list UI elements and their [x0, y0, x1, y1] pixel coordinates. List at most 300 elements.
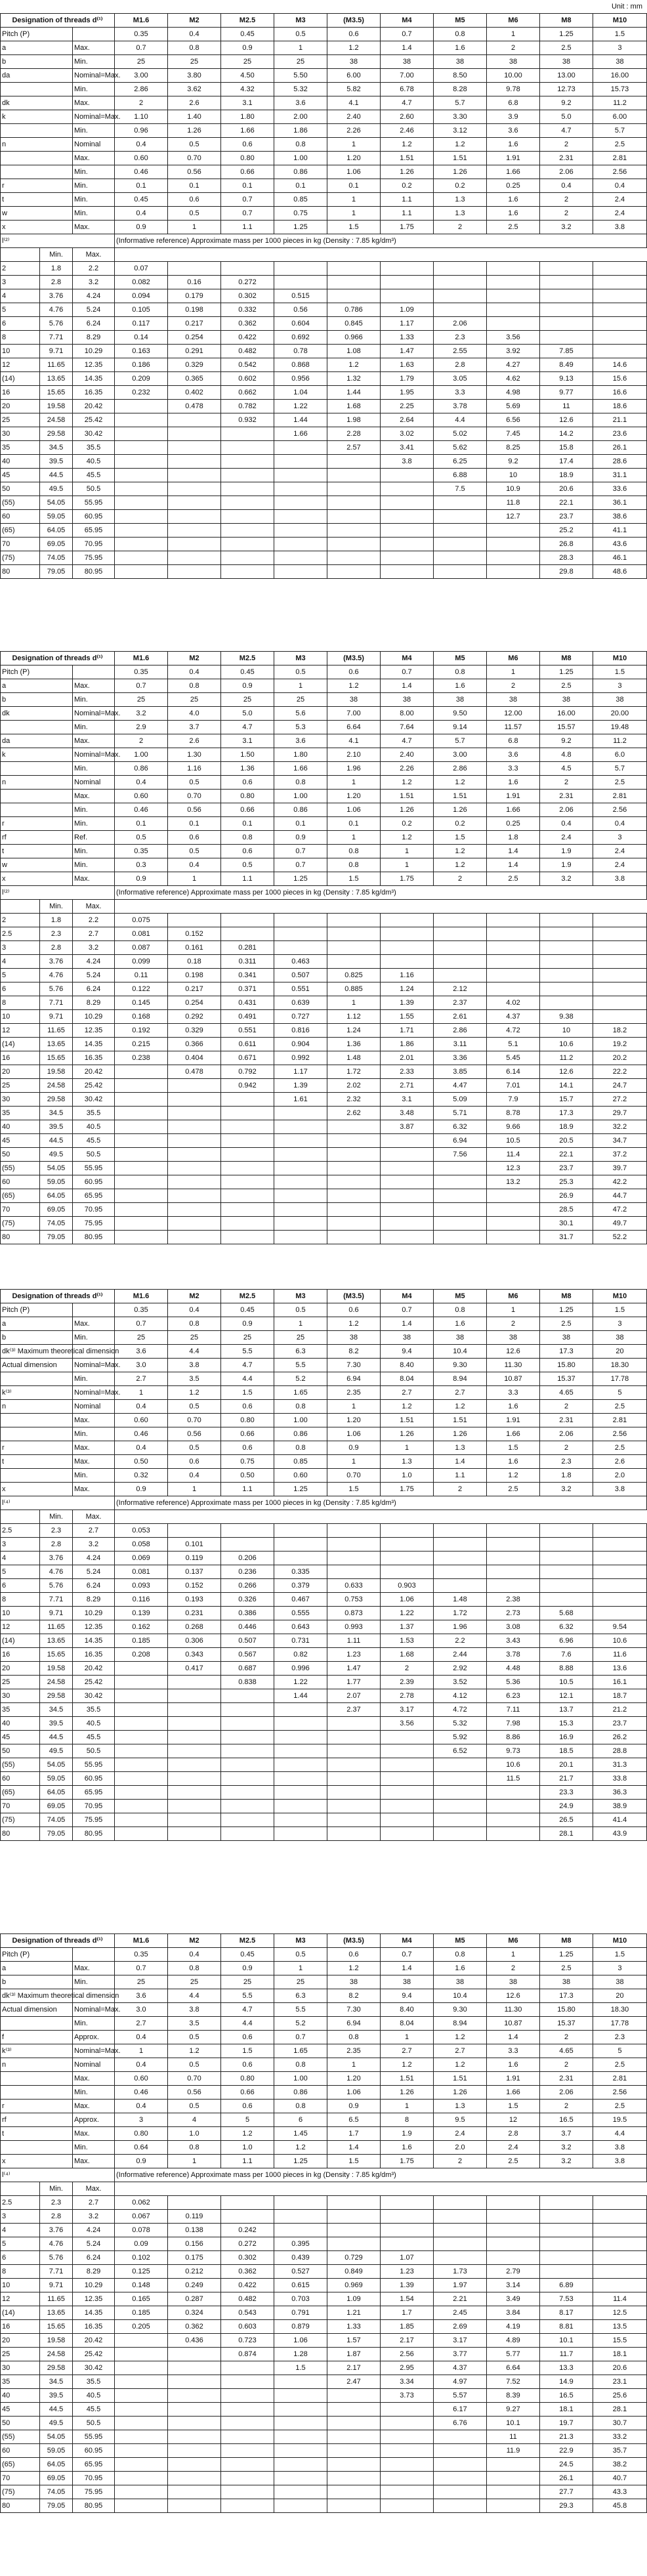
mass-value: 0.105 — [115, 303, 168, 317]
length-min: 11.65 — [40, 1024, 73, 1038]
mass-value — [274, 1175, 327, 1189]
mass-value: 7.45 — [487, 427, 540, 441]
mass-value — [274, 2444, 327, 2458]
mass-value — [487, 1800, 540, 1813]
length-label: l⁽⁴⁾ — [1, 2168, 115, 2182]
dimension-value: 4.5 — [540, 762, 593, 776]
length-max: 80.95 — [73, 2499, 115, 2513]
dimension-value: 3.6 — [115, 1345, 168, 1359]
dimension-value: 2.31 — [540, 790, 593, 803]
nominal-length: 3 — [1, 941, 40, 955]
dimension-value: 38 — [593, 1331, 647, 1345]
dimension-qualifier: Max. — [73, 1455, 115, 1469]
dimension-value: 0.5 — [168, 2058, 221, 2072]
dimension-value: 1.6 — [434, 1317, 487, 1331]
length-row — [1, 1676, 647, 1689]
dimension-value: 2.4 — [434, 2127, 487, 2141]
mass-value: 28.1 — [540, 1827, 593, 1841]
dimension-value: 0.56 — [168, 165, 221, 179]
mass-value: 0.993 — [327, 1620, 381, 1634]
spec-table — [0, 13, 647, 579]
dimension-value: 8.40 — [381, 2003, 434, 2017]
mass-value: 0.507 — [274, 969, 327, 982]
length-max: 45.5 — [73, 1134, 115, 1148]
dimension-value: 6.94 — [327, 1372, 381, 1386]
length-min: 64.05 — [40, 2458, 73, 2472]
thread-size-header: (M3.5) — [327, 652, 381, 665]
dimension-value: 1.2 — [434, 1400, 487, 1414]
nominal-length: 20 — [1, 2334, 40, 2348]
mass-value — [593, 262, 647, 276]
mass-value: 0.692 — [274, 331, 327, 345]
dimension-value: 1.2 — [168, 1386, 221, 1400]
mass-value: 0.436 — [168, 2334, 221, 2348]
length-row — [1, 1175, 647, 1189]
dimension-value: 0.4 — [115, 1441, 168, 1455]
mass-value — [327, 551, 381, 565]
mass-value: 52.2 — [593, 1231, 647, 1244]
dimension-value: 0.5 — [274, 1303, 327, 1317]
dimension-value: 3.7 — [540, 2127, 593, 2141]
mass-value — [593, 1538, 647, 1552]
mass-value — [381, 496, 434, 510]
dimension-value: 0.86 — [274, 1427, 327, 1441]
mass-value — [434, 1189, 487, 1203]
dimension-symbol — [1, 1427, 73, 1441]
length-max: 10.29 — [73, 345, 115, 358]
dimension-row — [1, 858, 647, 872]
dimension-row — [1, 762, 647, 776]
nominal-length: 45 — [1, 2403, 40, 2417]
mass-value: 28.3 — [540, 551, 593, 565]
mass-value: 26.1 — [540, 2472, 593, 2485]
mass-value: 0.362 — [221, 2265, 274, 2279]
dimension-value: 2.06 — [540, 165, 593, 179]
dimension-value: 0.35 — [115, 28, 168, 41]
mass-value: 6.88 — [434, 469, 487, 482]
mass-value: 1.32 — [327, 372, 381, 386]
length-min: 9.71 — [40, 1607, 73, 1620]
dimension-value: 3.5 — [168, 2017, 221, 2031]
mass-value: 0.082 — [115, 276, 168, 289]
mass-value: 3.92 — [487, 345, 540, 358]
nominal-length: 4 — [1, 2224, 40, 2237]
mass-value: 3.3 — [434, 386, 487, 400]
dimension-value: 8.40 — [381, 1359, 434, 1372]
mass-value — [434, 496, 487, 510]
mass-spacer — [381, 248, 434, 262]
dimension-value: 2 — [540, 2031, 593, 2044]
mass-value: 7.9 — [487, 1093, 540, 1107]
mass-value: 1.22 — [274, 400, 327, 413]
mass-value: 0.602 — [221, 372, 274, 386]
dimension-value: 1 — [327, 2058, 381, 2072]
dimension-value: 38 — [381, 1331, 434, 1345]
dimension-value: 0.80 — [221, 2072, 274, 2086]
length-row — [1, 1148, 647, 1162]
mass-value: 0.205 — [115, 2320, 168, 2334]
mass-value: 1.57 — [327, 2334, 381, 2348]
dimension-value: 15.57 — [540, 721, 593, 734]
mass-value — [115, 1231, 168, 1244]
dimension-value: 8.00 — [381, 707, 434, 721]
dimension-symbol: rf — [1, 831, 73, 845]
mass-value: 18.5 — [540, 1744, 593, 1758]
mass-value: 0.236 — [221, 1565, 274, 1579]
dimension-symbol: a — [1, 679, 73, 693]
mass-value — [168, 496, 221, 510]
mass-value: 2.8 — [434, 358, 487, 372]
length-row — [1, 1231, 647, 1244]
mass-value: 3.52 — [434, 1676, 487, 1689]
dimension-value: 2.5 — [593, 2100, 647, 2113]
mass-value — [274, 565, 327, 579]
dimension-value: 15.80 — [540, 2003, 593, 2017]
mass-value — [221, 1203, 274, 1217]
dimension-value: 3.7 — [168, 721, 221, 734]
length-row — [1, 317, 647, 331]
thread-size-header: M4 — [381, 1934, 434, 1948]
mass-value: 7.11 — [487, 1703, 540, 1717]
mass-value: 0.422 — [221, 331, 274, 345]
dimension-value: 1.10 — [115, 110, 168, 124]
mass-value: 0.467 — [274, 1593, 327, 1607]
length-nominal-header — [1, 2182, 40, 2196]
dimension-symbol: t — [1, 1455, 73, 1469]
dimension-value: 4.32 — [221, 83, 274, 96]
thread-size-header: M3 — [274, 14, 327, 28]
thread-size-header: M8 — [540, 1934, 593, 1948]
length-row — [1, 1634, 647, 1648]
mass-value: 2.37 — [434, 996, 487, 1010]
mass-value — [115, 1162, 168, 1175]
mass-value: 2.39 — [381, 1676, 434, 1689]
mass-value: 38.6 — [593, 510, 647, 524]
mass-value: 26.9 — [540, 1189, 593, 1203]
mass-value — [221, 2375, 274, 2389]
dimension-value: 1.75 — [381, 1483, 434, 1496]
mass-value — [593, 2196, 647, 2210]
mass-value: 4.47 — [434, 1079, 487, 1093]
nominal-length: 70 — [1, 2472, 40, 2485]
mass-value — [274, 1552, 327, 1565]
length-min: 3.76 — [40, 2224, 73, 2237]
mass-value: 18.1 — [540, 2403, 593, 2417]
mass-value — [434, 941, 487, 955]
dimension-qualifier: Min. — [73, 124, 115, 138]
length-max: 14.35 — [73, 1038, 115, 1051]
nominal-length: 8 — [1, 2265, 40, 2279]
mass-value — [381, 1189, 434, 1203]
nominal-length: (14) — [1, 2306, 40, 2320]
nominal-length: 12 — [1, 2292, 40, 2306]
dimension-symbol: t — [1, 845, 73, 858]
dimension-value: 0.86 — [274, 803, 327, 817]
mass-value: 18.1 — [593, 2348, 647, 2361]
dimension-value: 2.40 — [327, 110, 381, 124]
mass-value — [274, 1148, 327, 1162]
mass-value: 19.2 — [593, 1038, 647, 1051]
dimension-value: 25 — [274, 1975, 327, 1989]
dimension-value: 1.20 — [327, 2072, 381, 2086]
dimension-row — [1, 2113, 647, 2127]
mass-value — [487, 289, 540, 303]
mass-value — [434, 510, 487, 524]
mass-value: 32.2 — [593, 1120, 647, 1134]
mass-value: 0.343 — [168, 1648, 221, 1662]
length-row — [1, 358, 647, 372]
mass-value — [540, 1538, 593, 1552]
dimension-symbol: r — [1, 817, 73, 831]
length-max: 16.35 — [73, 1051, 115, 1065]
mass-value: 33.6 — [593, 482, 647, 496]
mass-value: 0.703 — [274, 2292, 327, 2306]
mass-value: 0.193 — [168, 1593, 221, 1607]
dimension-value: 1.06 — [327, 2086, 381, 2100]
mass-value — [381, 2430, 434, 2444]
mass-value — [434, 289, 487, 303]
dimension-value: 38 — [487, 1331, 540, 1345]
mass-value — [434, 2237, 487, 2251]
mass-value — [274, 262, 327, 276]
dimension-value: 1.25 — [274, 2155, 327, 2168]
mass-value: 0.053 — [115, 1524, 168, 1538]
nominal-length: (75) — [1, 2485, 40, 2499]
mass-value: 0.417 — [168, 1662, 221, 1676]
mass-value — [115, 1217, 168, 1231]
nominal-length: 5 — [1, 1565, 40, 1579]
nominal-length: 5 — [1, 969, 40, 982]
mass-value: 0.198 — [168, 303, 221, 317]
length-row — [1, 2499, 647, 2513]
mass-value — [115, 1120, 168, 1134]
mass-value: 1 — [327, 996, 381, 1010]
dimension-row — [1, 2058, 647, 2072]
mass-value — [115, 1134, 168, 1148]
dimension-value: 38 — [327, 693, 381, 707]
dimension-row — [1, 1469, 647, 1483]
nominal-length: 50 — [1, 1148, 40, 1162]
mass-value: 24.9 — [540, 1800, 593, 1813]
mass-value: 1.77 — [327, 1676, 381, 1689]
length-max: 12.35 — [73, 358, 115, 372]
length-min: 7.71 — [40, 1593, 73, 1607]
dimension-row — [1, 152, 647, 165]
length-row — [1, 1107, 647, 1120]
mass-value — [274, 1189, 327, 1203]
dimension-value: 2.10 — [327, 748, 381, 762]
mass-value — [381, 2224, 434, 2237]
mass-value — [115, 510, 168, 524]
dimension-value: 0.7 — [381, 665, 434, 679]
mass-value: 31.1 — [593, 469, 647, 482]
nominal-length: 25 — [1, 413, 40, 427]
length-row — [1, 914, 647, 927]
mass-value — [381, 2196, 434, 2210]
mass-value — [540, 941, 593, 955]
mass-value: 4.89 — [487, 2334, 540, 2348]
mass-value: 0.422 — [221, 2279, 274, 2292]
dimension-symbol — [1, 721, 73, 734]
dimension-value: 0.1 — [327, 179, 381, 193]
mass-value: 0.326 — [221, 1593, 274, 1607]
mass-value — [221, 565, 274, 579]
dimension-qualifier: Max. — [73, 1483, 115, 1496]
mass-value: 0.311 — [221, 955, 274, 969]
dimension-value: 2.06 — [540, 803, 593, 817]
dimension-value: 1 — [168, 2155, 221, 2168]
mass-value: 0.551 — [221, 1024, 274, 1038]
dimension-row — [1, 124, 647, 138]
dimension-value: 1.20 — [327, 790, 381, 803]
mass-value: 0.379 — [274, 1579, 327, 1593]
mass-value — [487, 524, 540, 538]
mass-value: 0.731 — [274, 1634, 327, 1648]
mass-value: 10.5 — [487, 1134, 540, 1148]
dimension-value: 3.6 — [115, 1989, 168, 2003]
mass-value — [327, 496, 381, 510]
mass-value: 16.1 — [593, 1676, 647, 1689]
mass-value — [487, 1217, 540, 1231]
mass-value — [115, 1189, 168, 1203]
mass-value: 0.992 — [274, 1051, 327, 1065]
dimension-value: 3.2 — [540, 221, 593, 234]
dimension-value: 38 — [434, 1975, 487, 1989]
mass-value: 28.6 — [593, 455, 647, 469]
dimension-value: 0.66 — [221, 2086, 274, 2100]
length-row — [1, 482, 647, 496]
nominal-length: (65) — [1, 1786, 40, 1800]
mass-value: 15.8 — [540, 441, 593, 455]
length-row — [1, 289, 647, 303]
dimension-value: 0.8 — [327, 858, 381, 872]
dimension-symbol: t — [1, 2127, 73, 2141]
dimension-value: 0.86 — [274, 2086, 327, 2100]
mass-value: 0.238 — [115, 1051, 168, 1065]
dimension-value: 3.5 — [168, 1372, 221, 1386]
dimension-value: 0.5 — [168, 845, 221, 858]
mass-value — [487, 1786, 540, 1800]
mass-value — [168, 1676, 221, 1689]
dimension-value: 3.6 — [274, 734, 327, 748]
dimension-value: 1 — [274, 1317, 327, 1331]
dimension-row — [1, 2141, 647, 2155]
length-row — [1, 1162, 647, 1175]
mass-value: 0.122 — [115, 982, 168, 996]
dimension-value: 9.30 — [434, 2003, 487, 2017]
mass-spacer — [381, 1510, 434, 1524]
mass-value — [221, 2403, 274, 2417]
mass-value: 1.17 — [274, 1065, 327, 1079]
dimension-symbol: r — [1, 179, 73, 193]
length-nominal-header — [1, 900, 40, 914]
dimension-row — [1, 28, 647, 41]
mass-value: 3.87 — [381, 1120, 434, 1134]
mass-value — [540, 955, 593, 969]
dimension-value: 1 — [115, 1386, 168, 1400]
dimension-symbol: t — [1, 193, 73, 207]
nominal-length: 35 — [1, 1703, 40, 1717]
nominal-length: 20 — [1, 1662, 40, 1676]
length-max: 75.95 — [73, 1813, 115, 1827]
mass-value: 0.081 — [115, 1565, 168, 1579]
dimension-symbol — [1, 2141, 73, 2155]
dimension-value: 16.00 — [540, 707, 593, 721]
dimension-row — [1, 1331, 647, 1345]
dimension-value: 0.8 — [434, 1948, 487, 1962]
dimension-value: 0.5 — [168, 207, 221, 221]
mass-value: 0.555 — [274, 1607, 327, 1620]
mass-value: 1.44 — [327, 386, 381, 400]
mass-value: 0.162 — [115, 1620, 168, 1634]
dimension-row — [1, 1989, 647, 2003]
dimension-value: 38 — [327, 1331, 381, 1345]
dimension-qualifier: Ref. — [73, 831, 115, 845]
dimension-value: 0.7 — [221, 207, 274, 221]
mass-value — [274, 551, 327, 565]
dimension-value: 0.4 — [168, 1469, 221, 1483]
dimension-value: 0.5 — [168, 1441, 221, 1455]
mass-value — [274, 1134, 327, 1148]
dimension-value: 3.8 — [593, 221, 647, 234]
dimension-value: 0.66 — [221, 165, 274, 179]
mass-value: 3.56 — [381, 1717, 434, 1731]
mass-value — [381, 1217, 434, 1231]
mass-value — [274, 1703, 327, 1717]
mass-value: 0.329 — [168, 358, 221, 372]
dimension-value: 1 — [274, 1962, 327, 1975]
mass-value — [115, 2458, 168, 2472]
dimension-value: 0.4 — [168, 665, 221, 679]
mass-value — [381, 1203, 434, 1217]
mass-value: 5.62 — [434, 441, 487, 455]
dimension-value: 9.2 — [540, 96, 593, 110]
dimension-value: 0.8 — [274, 138, 327, 152]
mass-value — [221, 1827, 274, 1841]
mass-value — [434, 551, 487, 565]
mass-value — [274, 1717, 327, 1731]
length-label: l⁽²⁾ — [1, 886, 115, 900]
mass-value — [327, 2472, 381, 2485]
length-max: 35.5 — [73, 1107, 115, 1120]
mass-value: 0.873 — [327, 1607, 381, 1620]
mass-value — [115, 482, 168, 496]
length-max: 20.42 — [73, 1065, 115, 1079]
mass-value: 7.53 — [540, 2292, 593, 2306]
length-min: 1.8 — [40, 914, 73, 927]
dimension-row — [1, 2072, 647, 2086]
mass-value: 0.643 — [274, 1620, 327, 1634]
dimension-qualifier: Max. — [73, 152, 115, 165]
length-min: 69.05 — [40, 1203, 73, 1217]
mass-value — [221, 441, 274, 455]
mass-value: 0.816 — [274, 1024, 327, 1038]
mass-value: 10.6 — [593, 1634, 647, 1648]
dimension-symbol: Pitch (P) — [1, 28, 73, 41]
dimension-value: 1 — [115, 2044, 168, 2058]
mass-value — [221, 1744, 274, 1758]
dimension-value: 38 — [540, 55, 593, 69]
mass-value — [540, 927, 593, 941]
dimension-value: 5.7 — [434, 96, 487, 110]
mass-value: 0.791 — [274, 2306, 327, 2320]
mass-value: 0.249 — [168, 2279, 221, 2292]
length-min: 34.5 — [40, 1107, 73, 1120]
length-max: 30.42 — [73, 1689, 115, 1703]
designation-label: Designation of threads d⁽¹⁾ — [1, 1290, 115, 1303]
mass-value: 1.39 — [381, 2279, 434, 2292]
dimension-row — [1, 2100, 647, 2113]
